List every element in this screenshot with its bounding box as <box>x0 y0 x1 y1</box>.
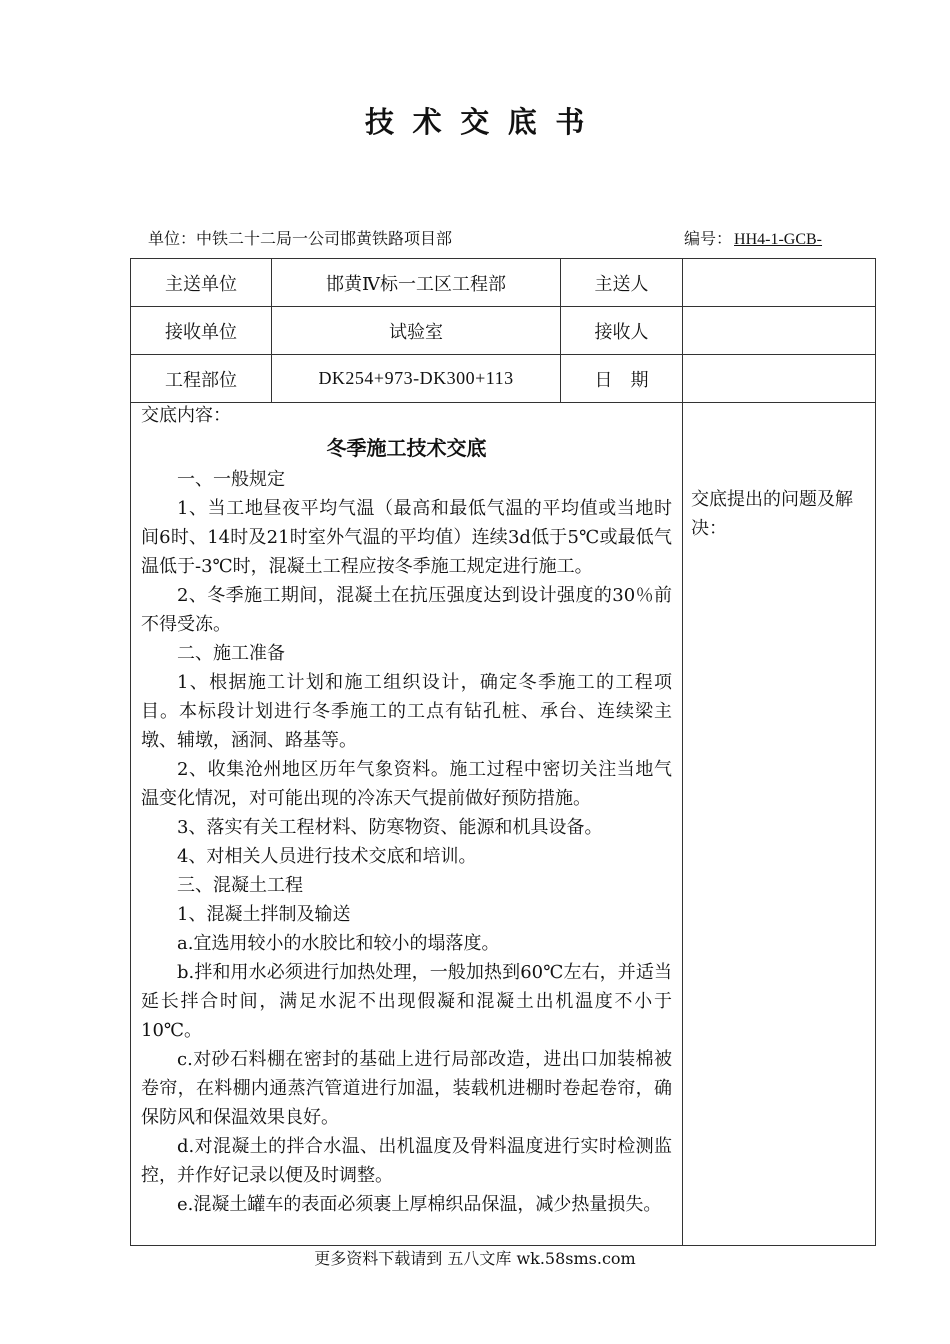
paragraph: e.混凝土罐车的表面必须裹上厚棉织品保温，减少热量损失。 <box>177 1194 662 1215</box>
title-char: 底 <box>507 105 538 139</box>
paragraph: 4、对相关人员进行技术交底和培训。 <box>177 846 477 867</box>
title-char: 书 <box>555 105 585 139</box>
sender-person-label: 主送人 <box>561 259 683 307</box>
content-title: 冬季施工技术交底 <box>326 436 487 460</box>
content-label: 交底内容： <box>141 405 231 426</box>
footer-text: 更多资料下载请到 五八文库 wk.58sms.com <box>314 1249 636 1268</box>
paragraph: c.对砂石料棚在密封的基础上进行局部改造，进出口加装棉被卷帘，在料棚内通蒸汽管道进行加温，装载机进棚时卷起卷帘，确保防风和保温效果良好。 <box>141 1049 672 1128</box>
receiver-person-value <box>683 307 876 355</box>
issues-resolution-cell: 交底提出的问题及解决： <box>683 403 876 1246</box>
sender-unit-value: 邯黄Ⅳ标一工区工程部 <box>272 259 561 307</box>
paragraph: 1、当工地昼夜平均气温（最高和最低气温的平均值或当地时间6时、14时及21时室外气温的平均值）连续3d低于5℃或最低气温低于-3℃时，混凝土工程应按冬季施工规定进行施工。 <box>141 498 672 577</box>
paragraph: a.宜选用较小的水胶比和较小的塌落度。 <box>177 933 500 954</box>
paragraph: 3、落实有关工程材料、防寒物资、能源和机具设备。 <box>177 817 603 838</box>
paragraph: d.对混凝土的拌合水温、出机温度及骨料温度进行实时检测监控，并作好记录以便及时调整。 <box>141 1136 672 1186</box>
content-row <box>131 403 876 1246</box>
date-label: 日 期 <box>561 355 683 403</box>
handover-table <box>130 258 876 1246</box>
receiver-person-label: 接收人 <box>561 307 683 355</box>
paragraph: 2、收集沧州地区历年气象资料。施工过程中密切关注当地气温变化情况，对可能出现的冷冻天气提前做好预防措施。 <box>141 759 672 809</box>
project-location-label: 工程部位 <box>131 355 272 403</box>
paragraph: 1、根据施工计划和施工组织设计，确定冬季施工的工程项目。本标段计划进行冬季施工的工点有钻孔桩、承台、连续梁主墩、辅墩，涵洞、路基等。 <box>141 672 672 751</box>
project-location-value: DK254+973-DK300+113 <box>272 355 561 403</box>
number-label: 编号： <box>684 229 733 248</box>
paragraph: 1、混凝土拌制及输送 <box>177 904 351 925</box>
paragraph: b.拌和用水必须进行加热处理，一般加热到60℃左右，并适当延长拌合时间，满足水泥不出现假凝和混凝土出机温度不小于10℃。 <box>141 962 672 1041</box>
title-char: 技 <box>365 105 395 139</box>
table-row <box>131 355 876 403</box>
number-value: HH4-1-GCB- <box>734 231 823 248</box>
paragraph: 2、冬季施工期间，混凝土在抗压强度达到设计强度的30％前不得受冻。 <box>141 585 672 635</box>
document-title <box>0 100 950 141</box>
title-char: 交 <box>460 105 490 139</box>
sender-person-value <box>683 259 876 307</box>
content-cell <box>131 403 683 1246</box>
paragraph: 二、施工准备 <box>177 643 285 664</box>
document-number <box>684 226 822 249</box>
table-row <box>131 259 876 307</box>
paragraph: 三、混凝土工程 <box>177 875 303 896</box>
title-char: 术 <box>412 105 443 139</box>
table-row <box>131 307 876 355</box>
paragraph: 一、一般规定 <box>177 469 285 490</box>
receiver-unit-label: 接收单位 <box>131 307 272 355</box>
date-value <box>683 355 876 403</box>
unit-label: 单位：中铁二十二局一公司邯黄铁路项目部 <box>148 229 453 248</box>
sender-unit-label: 主送单位 <box>131 259 272 307</box>
receiver-unit-value: 试验室 <box>272 307 561 355</box>
